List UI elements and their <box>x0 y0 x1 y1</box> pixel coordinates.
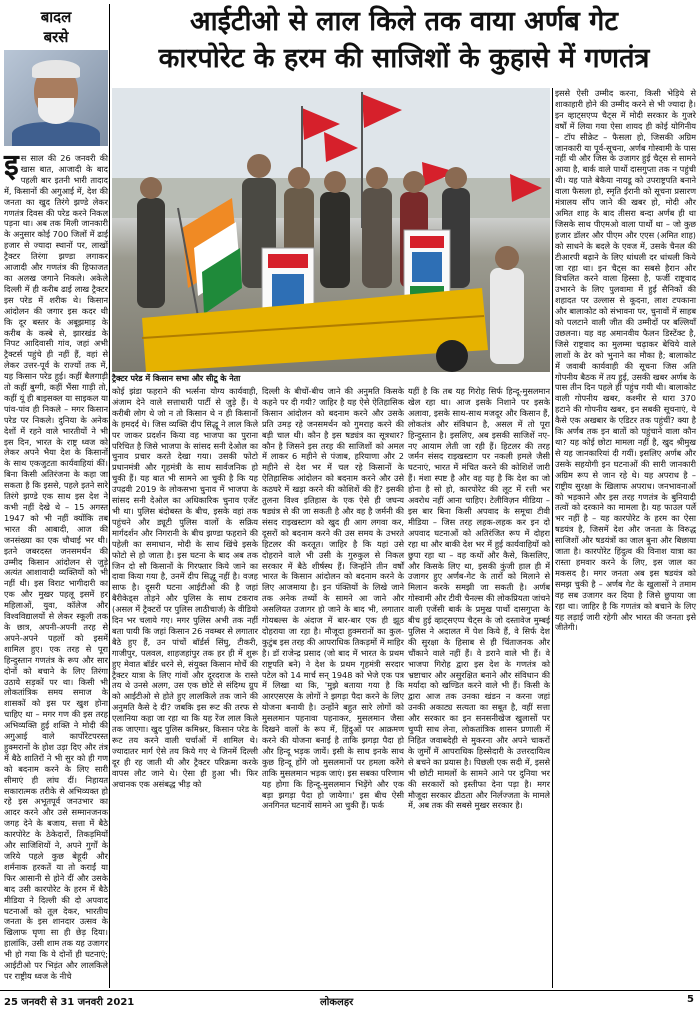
article-column-3 <box>262 386 404 811</box>
column-3-text: दिल्ली के बीचों-बीच जाने की अनुमति किसके कहने पर दी गयी? जाहिर है यह ऐसे ऐतिहासिक किसान आंदोलन को बदनाम करने और उसके प्रति उमड़ रहे जनसमर्थन को गुमराह करने की बड़ी चाल थी। कौन है इस षड्यंत्र का सूत्रधार? कौन है जिसने इस तरह की साजिशों को अमल में लाकर 6 महीने से पंजाब, हरियाणा और 2 महीने से देश भर में चल रहे किसानों के ऐतिहासिक आंदोलन को बदनाम करने और उसे कठघरे में खड़ा करने की कोशिशें की हैं? इसकी तुलना विश्व इतिहास के एक ऐसे ही जघन्य षड्यंत्र से की जा सकती है और वह है जर्मनी की संसद राइखस्टाग को खुद ही आग लगवा कर, दूसरों को बदनाम करने की उस समय के उभरते हिटलर की करतूत। जाहिर है कि यहां उसे दोहराने वाले भी उसी के गुरुकुल से निकल सरकार में बैठे शीर्षस्थ हैं। जिन्होंने तीन वर्षों भारत के किसान आंदोलन को बदनाम करने के लिए आजमाया है। इन पंक्तियों के लिखे जाने तक अनेक तथ्यों के सामने आ जाने और असलियत उजागर हो जाने के बाद भी, लगातार गोयबल्स के अंदाज में बार-बार एक ही झूठ दोहराया जा रहा है। मौजूदा हुक्मरानों का कुल-कुटुंब इस तरह की आपराधिक तिकड़मों में माहिर है। डॉ राजेन्द्र प्रसाद (जो बाद में भारत के प्रथम राष्ट्रपति बने) ने देश के प्रथम गृहमंत्री सरदार पटेल को 14 मार्च सन् 1948 को भेजे एक पत्र में लिखा था कि, 'मुझे बताया गया है कि आरएसएस के लोगों ने झगड़ा पैदा करने के लिए योजना बनायी है। उन्होंने बहुत सारे लोगों को मुसलमान पहनावा पहनाकर, मुसलमान जैसा दिखने वालों के रूप में, हिंदुओं पर आक्रमण करने की योजना बनाई है ताकि झगड़ा पैदा हो और हिन्दू भड़क जायें। इसी के साथ इनके साथ कुछ हिन्दू होंगे जो मुसलमानों पर हमला करेंगे ताकि मुसलमान भड़क जाएं। इस सबका परिणाम यह होगा कि हिन्दू-मुसलमान भिड़ेंगे और एक बड़ा झगड़ा पैदा हो जायेगा।' इस बीच ऐसी अनगिनत घटनायें सामने आ चुकी हैं। फर्क <box>262 386 404 811</box>
author-surname: बरसे <box>43 28 69 46</box>
article-column-2 <box>112 386 258 790</box>
author-box <box>4 4 108 146</box>
article-column-1 <box>4 148 108 982</box>
issue-date: 25 जनवरी से 31 जनवरी 2021 <box>4 997 135 1008</box>
photo-caption: ट्रैक्टर परेड में किसान सभा और सीटू के नेता <box>112 374 241 383</box>
column-1-text: स साल की 26 जनवरी की खास बात, आजादी के बाद पहली बार इतनी भारी तादाद में, किसानों की अगुआई में, देश की जनता का खुद तिरंगे झण्डे लेकर गणतंत्र दिवस की परेड करने निकल पड़ना था। अब तक मिली जानकारी के अनुसार कोई 700 जिलों में ढाई हजार से ज्यादा स्थानों पर, लाखों ट्रैक्टर तिरंगा झण्डा लगाकर आजादी और गणतंत्र की हिफाजत का अलख जगाने निकले। अकेले दिल्ली में ही करीब ढाई लाख ट्रैक्टर इस परेड में शरीक थे। किसान आंदोलन की जगार इस कदर थी कि दूर बस्तर के अबूझमाड़ के करीब के कस्बे से, झारखंड के निपट आदिवासी गांव, जहां अभी ट्रैक्टर्स पहुंचे ही नहीं हैं, वहां से लेकर उत्तर-पूर्व के राज्यों तक में, यह किसान परेड हुई। कहीं बैलगाड़ी तो कहीं बुग्गी, कहीं भैंसा गाड़ी तो, कहीं यूं ही बाइसक्ल या साइकल या पांव-पांव ही निकले – मगर किसान परेड पर निकले। दुनिया के अनेक देशों में रहने वाले भारतीयों ने भी इस दिन, भारत के राष्ट्र ध्वज को लेकर अपने भैया देश के किसानों के साथ एकजुटता कार्यवाहियां कीं। बिना किसी अतिरंजना के कहा जा सकता है कि इससे, पहले इतने सारे तिरंगे झण्डे एक साथ इस देश ने कभी नहीं देखे थे – 15 अगस्त 1947 को भी नहीं क्योंकि तब भारत की आबादी, आज की जनसंख्या का एक चौथाई भर थी। इतने जबरदस्त जनसमर्थन की उम्मीद किसान आंदोलन से जुड़े अत्यंत आशावादी व्यक्तियों को भी नहीं थी। इस विराट भागीदारी का एक और मुखर पहलू इसमें हर महिलाओं, युवा, कॉलेज और विश्वविद्यालयों से लेकर स्कूली तक के छात्र, अपनी-अपनी तरह से अपने-अपने पहलों को इसमें शामिल हुए। एक तरह से पूरा हिन्दुस्तान गणतंत्र के रूप और सार दोनों को बचाने के लिए तिरंगा उठाये सड़कों पर था। किसी भी लोकतांत्रिक समय समाज के शासकों को इस पर खुश होना चाहिए था – मगर गण की इस तरह अभिव्यक्ति हुई शक्ति ने मोदी की अगुआई वाले कार्पोरेटपरस्त हुक्मरानों के होश उड़ा दिए और तंत्र में बैठे शातिरों ने भी सुर को ही गण को बदनाम करने के लिए सारी सीमाएं ही लांघ दीं। निहायत सकारात्मक तरीके से अभिव्यक्त हो रहे इस अभूतपूर्व जनउभार का आदर करने और उसे सम्मानजनक जगह देने के बजाय, सत्ता में बैठे कारपोरेट के ठेकेदारों, तिकड़मियों और साजिशियों ने, अपने गुर्गों के जरिये पहले कुछ बेहूदी और शर्मनाक हरकतें या तो कराईं या फिर आसानी से होने दीं और उसके बाद उसी कारपोरेट के हरम में बैठे मीडिया ने दिल्ली की दो अपवाद घटनाओं को तूल देकर, भारतीय जनता के इस शानदार उत्सव के खिलाफ घृणा सा ही छेड़ दिया। हालांकि, उसी शाम तक यह उजागर भी हो गया कि ये दोनों ही घटनाएं; आईटीओ पर भिड़ंत और लालकिले पर राष्ट्रीय ध्वज के नीचे <box>4 153 108 981</box>
author-portrait <box>4 50 108 146</box>
publication-name: लोकलहर <box>320 997 354 1008</box>
headline <box>112 3 696 77</box>
article-column-5 <box>555 88 696 633</box>
author-name: बादल <box>40 8 72 26</box>
tractor-parade-photo <box>112 88 550 372</box>
drop-cap: इ <box>4 148 19 183</box>
column-rule <box>109 4 110 988</box>
page-number: 5 <box>687 994 694 1005</box>
column-5-text: इससे ऐसी उम्मीद करना, किसी भेड़िये से शाकाहारी होने की उम्मीद करने से भी ज्यादा है। इन व्हाट्सएप्प चैट्स में मोदी सरकार के गुजरे वर्षों में लिया गया ऐसा शायद ही कोई योगिनीय – टॉप सीक्रेट – फैसला हो, जिसकी अग्रिम जानकारी या पूर्व-सूचना, अर्णब गोस्वामी के पास नहीं थी और जिस के उजागर हुई चैट्स से सामने आया है, बार्क वाले पार्थो दासगुप्ता तक न पहुंची थी। यह पाते बेकैया नायडू को उपराष्ट्रपति बनाने वाला फैसला हो, स्मृति ईरानी को सूचना प्रसारण मंत्रालय सौंप जाने की खबर हो, मोदी और अमित शाह के बाद तीसरा बन्दा अर्णब ही था जिसके साथ पीएमओ वाला पार्थो था – जो कुछ हजार डॉलर और पीएम और एएस (अमित शाह) को साधने के बदले के एवज में, उसके चैनल की टीआरपी बढ़ाने के लिए धांधली दर धांधली किये जा रहा था। इन चैट्स का सबसे हैरान और विचलित करने वाला हिस्सा है, फर्जी राष्ट्रवाद उभारने के लिए पुलवामा में हुई सैनिकों की शहादत पर उल्लास से कूदना, लाश टपकाना और बालाकोट को संभावना पर, चुनावों में साहब को पलटाने वाली जीत की उम्मीदों पर बल्लियाँ उछलना। यह वह अमानवीय फैलन डिस्टेंक्ट है, जिसे राष्ट्रवाद का मुलम्मा चढ़ाकर बेचिये वाले लाशों के ढेर को भुनाने का मौका है; बालाकोट में जवाबी कार्यवाही की सूचना जिस अति गोपनीय बैठक में तय हुई, उसकी खबर अर्णब के पास तीन दिन पहले ही पहुंच गयी थी। बालाकोट वाली गोपनीय खबर, कश्मीर से धारा 370 हटाने की गोपनीय खबर, इन सबकी सूचनाएं, ये कैसे एक अखबार के एडिटर तक पहुंचीं? क्या है कि अर्णब तक इन बातों को पहुंचाने वाला कौन था? यह कोई छोटा मामला नहीं है, खुद श्रीमुख से यह जानकारियां दी गयीं। इसलिए अर्णब और उसके सहयोगी इन घटनाओं की सारी जानकारी अग्रिम रूप से जान रहे थे। यह अपराध है – राष्ट्रीय सुरक्षा के खिलाफ अपराध। जनभावनाओं को भड़काने और इस तरह गणतंत्र के बुनियादी तत्वों को दरकाने का मामला है। यह फाउल पर्ले भर नहीं है – यह कारपोरेट के हरम का ऐसा षडयंत्र है, जिसमें देश और जनता के विरुद्ध साजिशों और षडयंत्रों का जाल बुना और बिछाया जाता है। कारपोरेट हिंदुत्व की विनाश यात्रा का रास्ता हमवार करने के लिए, इस जाल का मकसद है। मगर जनता अब इस षडयंत्र को समझ चुकी है – अर्णब गेट के खुलासों ने तमाम वह सब उजागर कर दिया है जिसे छुपाया जा रहा था। जाहिर है कि गणतंत्र को बचाने के लिए यह लड़ाई जारी रहेगी और भारत की जनता इसे जीतेगी। <box>555 88 696 633</box>
headline-line-2: कारपोरेट के हरम की साजिशों के कुहासे में गणतंत्र <box>158 43 650 74</box>
column-rule <box>552 88 553 988</box>
headline-line-1: आईटीओ से लाल किले तक वाया अर्णब गेट <box>190 6 618 37</box>
article-column-4 <box>408 386 550 811</box>
column-4-text: यहीं है कि तब यह गिरोह सिर्फ हिन्दू-मुसलमान खेल रहा था। आज इसके निशाने पर इसके अलावा, इसके साथ-साथ मजदूर और किसान हैं, लोकतंत्र और संविधान है, असल में तो पूरा हिन्दुस्तान है। इसलिए, अब इसकी साजिशें नए-नए आयाम लेती जा रही हैं। हिटलर की तरह जर्मन संसद राइखस्टाग पर नकली हमले जैसी घटनाएं, भारत में मंचित करने की कोशिशें जारी हैं। मंशा स्पष्ट है और वह यह है कि देश का जो होना है सो हो, कारपोरेट की लूट में रत्ती भर अवरोध नहीं आना चाहिए। टेलीविज़न मीडिया – इस बार बिना किसी अपवाद के समूचा टीवी मीडिया – जिस तरह लहक-लहक कर इन दो अपवाद घटनाओं को अतिरंजित रूप में दोहरा रहा था और बाकी देश भर में हुई कार्यवाहियों को छुपा रहा था – वह कथों और कैसे, किसलिए, और किसके लिए था, इसकी कुंजी हाल ही में उजागर हुए अर्णब-गेट के तारों को मिलाने से मिलान करके समझी जा सकती है। अर्णब गोस्वामी और टीवी चैनल्स की लोकप्रियता जांचने वाली एजेंसी बार्क के प्रमुख पार्थो दासगुप्ता के बीच हुई व्हाट्सएप्प चैट्स के जो दस्तावेज मुम्बई पुलिस ने अदालत में पेश किये हैं, वे सिर्फ देश की सुरक्षा के हिसाब से ही चिंताजनक और चौंकाने वाले नहीं हैं। वे डराने वाले भी हैं। वे भाजपा गिरोह द्वारा इस देश के गणतंत्र को भ्रष्टाचार और असुरक्षित बनाने और संविधान की मर्यादा को खण्डित करने वाले भी हैं। किसी के द्वारा आज तक उनका खंडन न करना जहां उनकी अकाट्य सत्यता का सबूत है, वहीं सत्ता और सरकार का इन सनसनीखेज खुलासों पर चुप्पी साध लेना, लोकतांत्रिक शासन प्रणाली में निहित जवाबदेही से मुकरना और अपने चाकरों के जुर्मों में आपराधिक हिस्सेदारी के उत्तरदायित्व से बचने का प्रयास है। पिछली एक सदी में, इससे भी छोटी मामलों के सामने आने पर दुनिया भर की सरकारों को इस्तीफा देना पड़ा है। मगर मौजूदा सरकार ढीठता और निर्लज्जता के मामले में, अब तक की सबसे मुखर सरकार है। <box>408 386 550 811</box>
page-footer <box>0 990 700 1010</box>
column-2-text: कोई झंडा फहराने की भर्त्सना योग्य कार्यवाही, अंजाम देने वाले सत्ताधारी पार्टी से जुड़े हैं। ये करीबी लोग थे जो न तो किसान थे न ही किसानों के हमदर्द थे। जिस व्यक्ति दीप सिद्धू ने लाल किले पर जाकर प्रदर्शन किया वह भाजपा का पुराना परिचित है जिसे भाजपा के सांसद सनी देओल का चुनाव प्रचार करते देखा गया। उसकी फोटो प्रधानमंत्री और गृहमंत्री के साथ सार्वजनिक हो चुकी हैं। यह बात भी सामने आ चुकी है कि यह उपद्रवी 2019 के लोकसभा चुनाव में भाजपा के सांसद सनी देओल का अधिकारिक चुनाव एजेंट भी था। पुलिस बंदोबस्त के बीच, इसके वहां तक पहुंचने और ड्यूटी पुलिस वालों के सक्रिय मार्गदर्शन और निगरानी के बीच झण्डा फहराने की पहेली का समाधान, मोदी के साथ खिंचे इसके फोटो से हो जाता है। इस घटना के बाद अब तक जिन दो सौ किसानों के गिरफ्तार किये जाने का दावा किया गया है, उनमें दीप सिद्धू नहीं है। वजह साफ है। दूसरी घटना आईटीओ की है जहां बैरीकेड्स तोड़ने और पुलिस के साथ टकराव (असल में ट्रैक्टरों पर पुलिस लाठीचार्ज) के वीडियो दिन भर चलाये गए। मगर पुलिस अभी तक नहीं बता पायी कि जहां किसान 26 नवम्बर से लगातार बैठे हुए हैं, उन पांचों बॉर्डर्स सिंघु, टीकरी, गाजीपुर, पलवल, शाहजहांपुर तक हर ही में शुरू हुए मेवात बॉर्डर धरने से, संयुक्त किसान मोर्चे की ट्रैक्टर यात्रा के लिए गांवों और दूरदराज के रास्ते तय थे उनसे अलग, उस एक छोटे से संदिग्ध ग्रुप को आईटीओ से होते हुए लालकिले तक जाने की अनुमति कैसे दे दी? जबकि इस रूट की तरफ से एलानिया कहा जा रहा था कि यह रेंज लाल किले तक जाएगा। खुद पुलिस कमिश्नर, किसान परेड के रूट तय करने वाली चर्चाओं में शामिल थे। ज्यादातर मार्ग ऐसे तय किये गए थे जिनमें दिल्ली दूर ही रह जाती थी और ट्रैक्टर परिक्रमा करके वापस लौट जाने थे। ऐसा ही हुआ भी। फिर अचानक एक असंबद्ध भीड़ को <box>112 386 258 789</box>
photo-illustration <box>112 88 550 372</box>
